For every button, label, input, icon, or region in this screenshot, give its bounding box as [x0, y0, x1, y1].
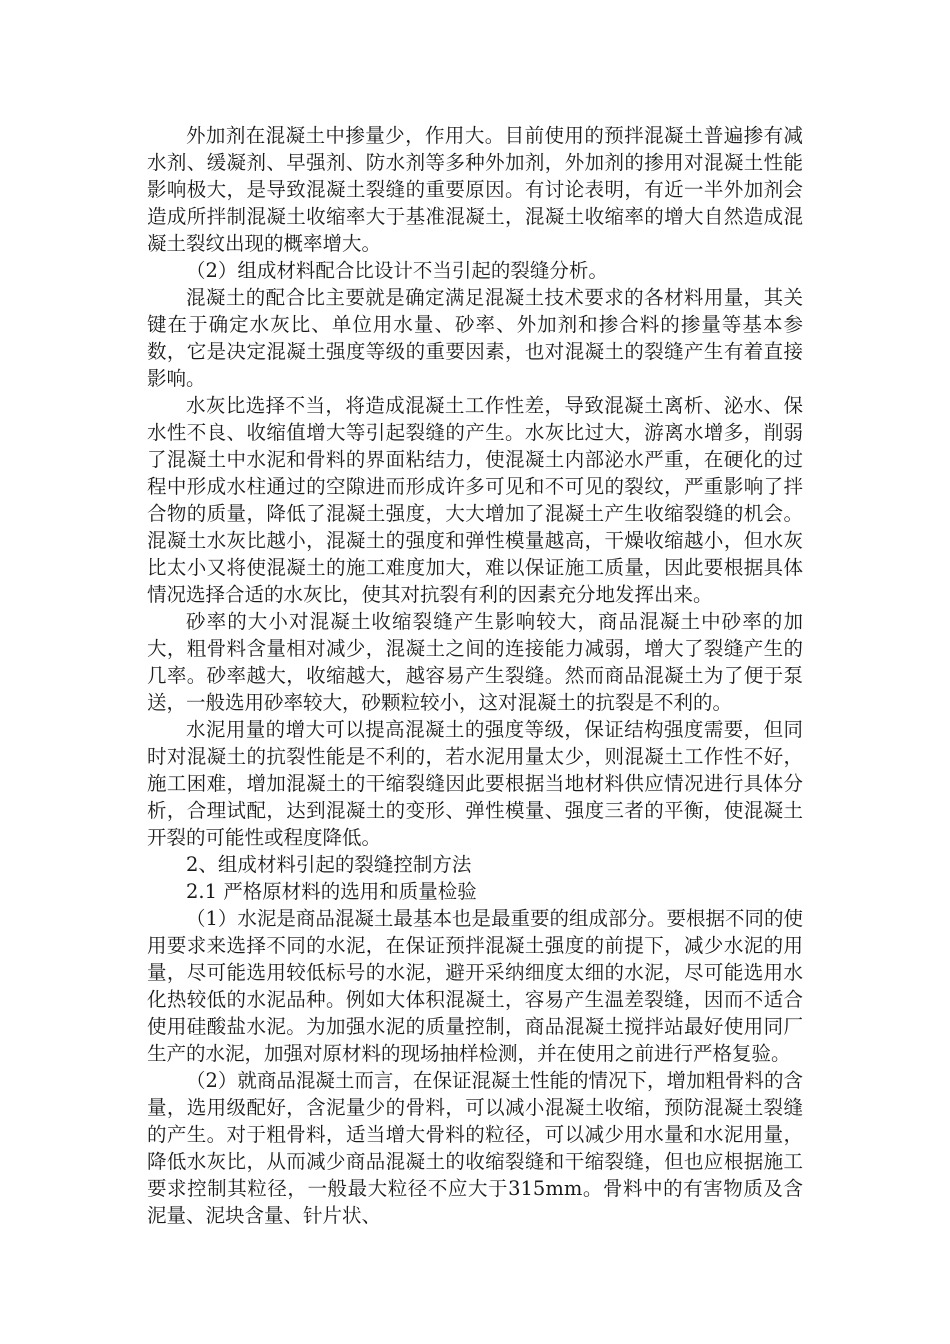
paragraph-cement-selection: （1）水泥是商品混凝土最基本也是最重要的组成部分。要根据不同的使用要求来选择不同的水泥，在保证预拌混凝土强度的前提下，减少水泥的用量，尽可能选用较低标号的水泥，避开采纳细度太细的水泥，尽可能选用水化热较低的水泥品种。例如大体积混凝土，容易产生温差裂缝，因而不适合使用硅酸盐水泥。为加强水泥的质量控制，商品混凝土搅拌站最好使用同厂生产的水泥，加强对原材料的现场抽样检测，并在使用之前进行严格复验。	[147, 907, 803, 1065]
paragraph-mix-design-heading: （2）组成材料配合比设计不当引起的裂缝分析。	[186, 259, 608, 282]
subsection-heading-material-selection: 2.1 严格原材料的选用和质量检验	[186, 880, 477, 903]
section-heading-control-methods: 2、组成材料引起的裂缝控制方法	[186, 853, 472, 876]
paragraph-water-cement-ratio: 水灰比选择不当，将造成混凝土工作性差，导致混凝土离析、泌水、保水性不良、收缩值增大等引起裂缝的产生。水灰比过大，游离水增多，削弱了混凝土中水泥和骨料的界面粘结力，使混凝土内部泌水严重，在硬化的过程中形成水柱通过的空隙进而形成许多可见和不可见的裂纹，严重影响了拌合物的质量，降低了混凝土强度，大大增加了混凝土产生收缩裂缝的机会。混凝土水灰比越小，混凝土的强度和弹性模量越高，干燥收缩越小，但水灰比太小又将使混凝土的施工难度加大，难以保证施工质量，因此要根据具体情况选择合适的水灰比，使其对抗裂有利的因素充分地发挥出来。	[147, 394, 803, 606]
document-body	[147, 122, 803, 1229]
paragraph-cement-amount: 水泥用量的增大可以提高混凝土的强度等级，保证结构强度需要，但同时对混凝土的抗裂性能是不利的，若水泥用量太少，则混凝土工作性不好，施工困难，增加混凝土的干缩裂缝因此要根据当地材料供应情况进行具体分析，合理试配，达到混凝土的变形、弹性模量、强度三者的平衡，使混凝土开裂的可能性或程度降低。	[147, 718, 803, 849]
paragraph-sand-ratio: 砂率的大小对混凝土收缩裂缝产生影响较大，商品混凝土中砂率的加大，粗骨料含量相对减少，混凝土之间的连接能力减弱，增大了裂缝产生的几率。砂率越大，收缩越大，越容易产生裂缝。然而商品混凝土为了便于泵送，一般选用砂率较大，砂颗粒较小，这对混凝土的抗裂是不利的。	[147, 610, 803, 714]
paragraph-mix-proportion: 混凝土的配合比主要就是确定满足混凝土技术要求的各材料用量，其关键在于确定水灰比、单位用水量、砂率、外加剂和掺合料的掺量等基本参数，它是决定混凝土强度等级的重要因素，也对混凝土的裂缝产生有着直接影响。	[147, 286, 803, 390]
paragraph-aggregate: （2）就商品混凝土而言，在保证混凝土性能的情况下，增加粗骨料的含量，选用级配好，含泥量少的骨料，可以减小混凝土收缩，预防混凝土裂缝的产生。对于粗骨料，适当增大骨料的粒径，可以减少用水量和水泥用量，降低水灰比，从而减少商品混凝土的收缩裂缝和干缩裂缝，但也应根据施工要求控制其粒径，一般最大粒径不应大于315mm。骨料中的有害物质及含泥量、泥块含量、针片状、	[147, 1069, 803, 1227]
paragraph-admixture: 外加剂在混凝土中掺量少，作用大。目前使用的预拌混凝土普遍掺有减水剂、缓凝剂、早强剂、防水剂等多种外加剂，外加剂的掺用对混凝土性能影响极大，是导致混凝土裂缝的重要原因。有讨论表明，有近一半外加剂会造成所拌制混凝土收缩率大于基准混凝土，混凝土收缩率的增大自然造成混凝土裂纹出现的概率增大。	[147, 124, 803, 255]
